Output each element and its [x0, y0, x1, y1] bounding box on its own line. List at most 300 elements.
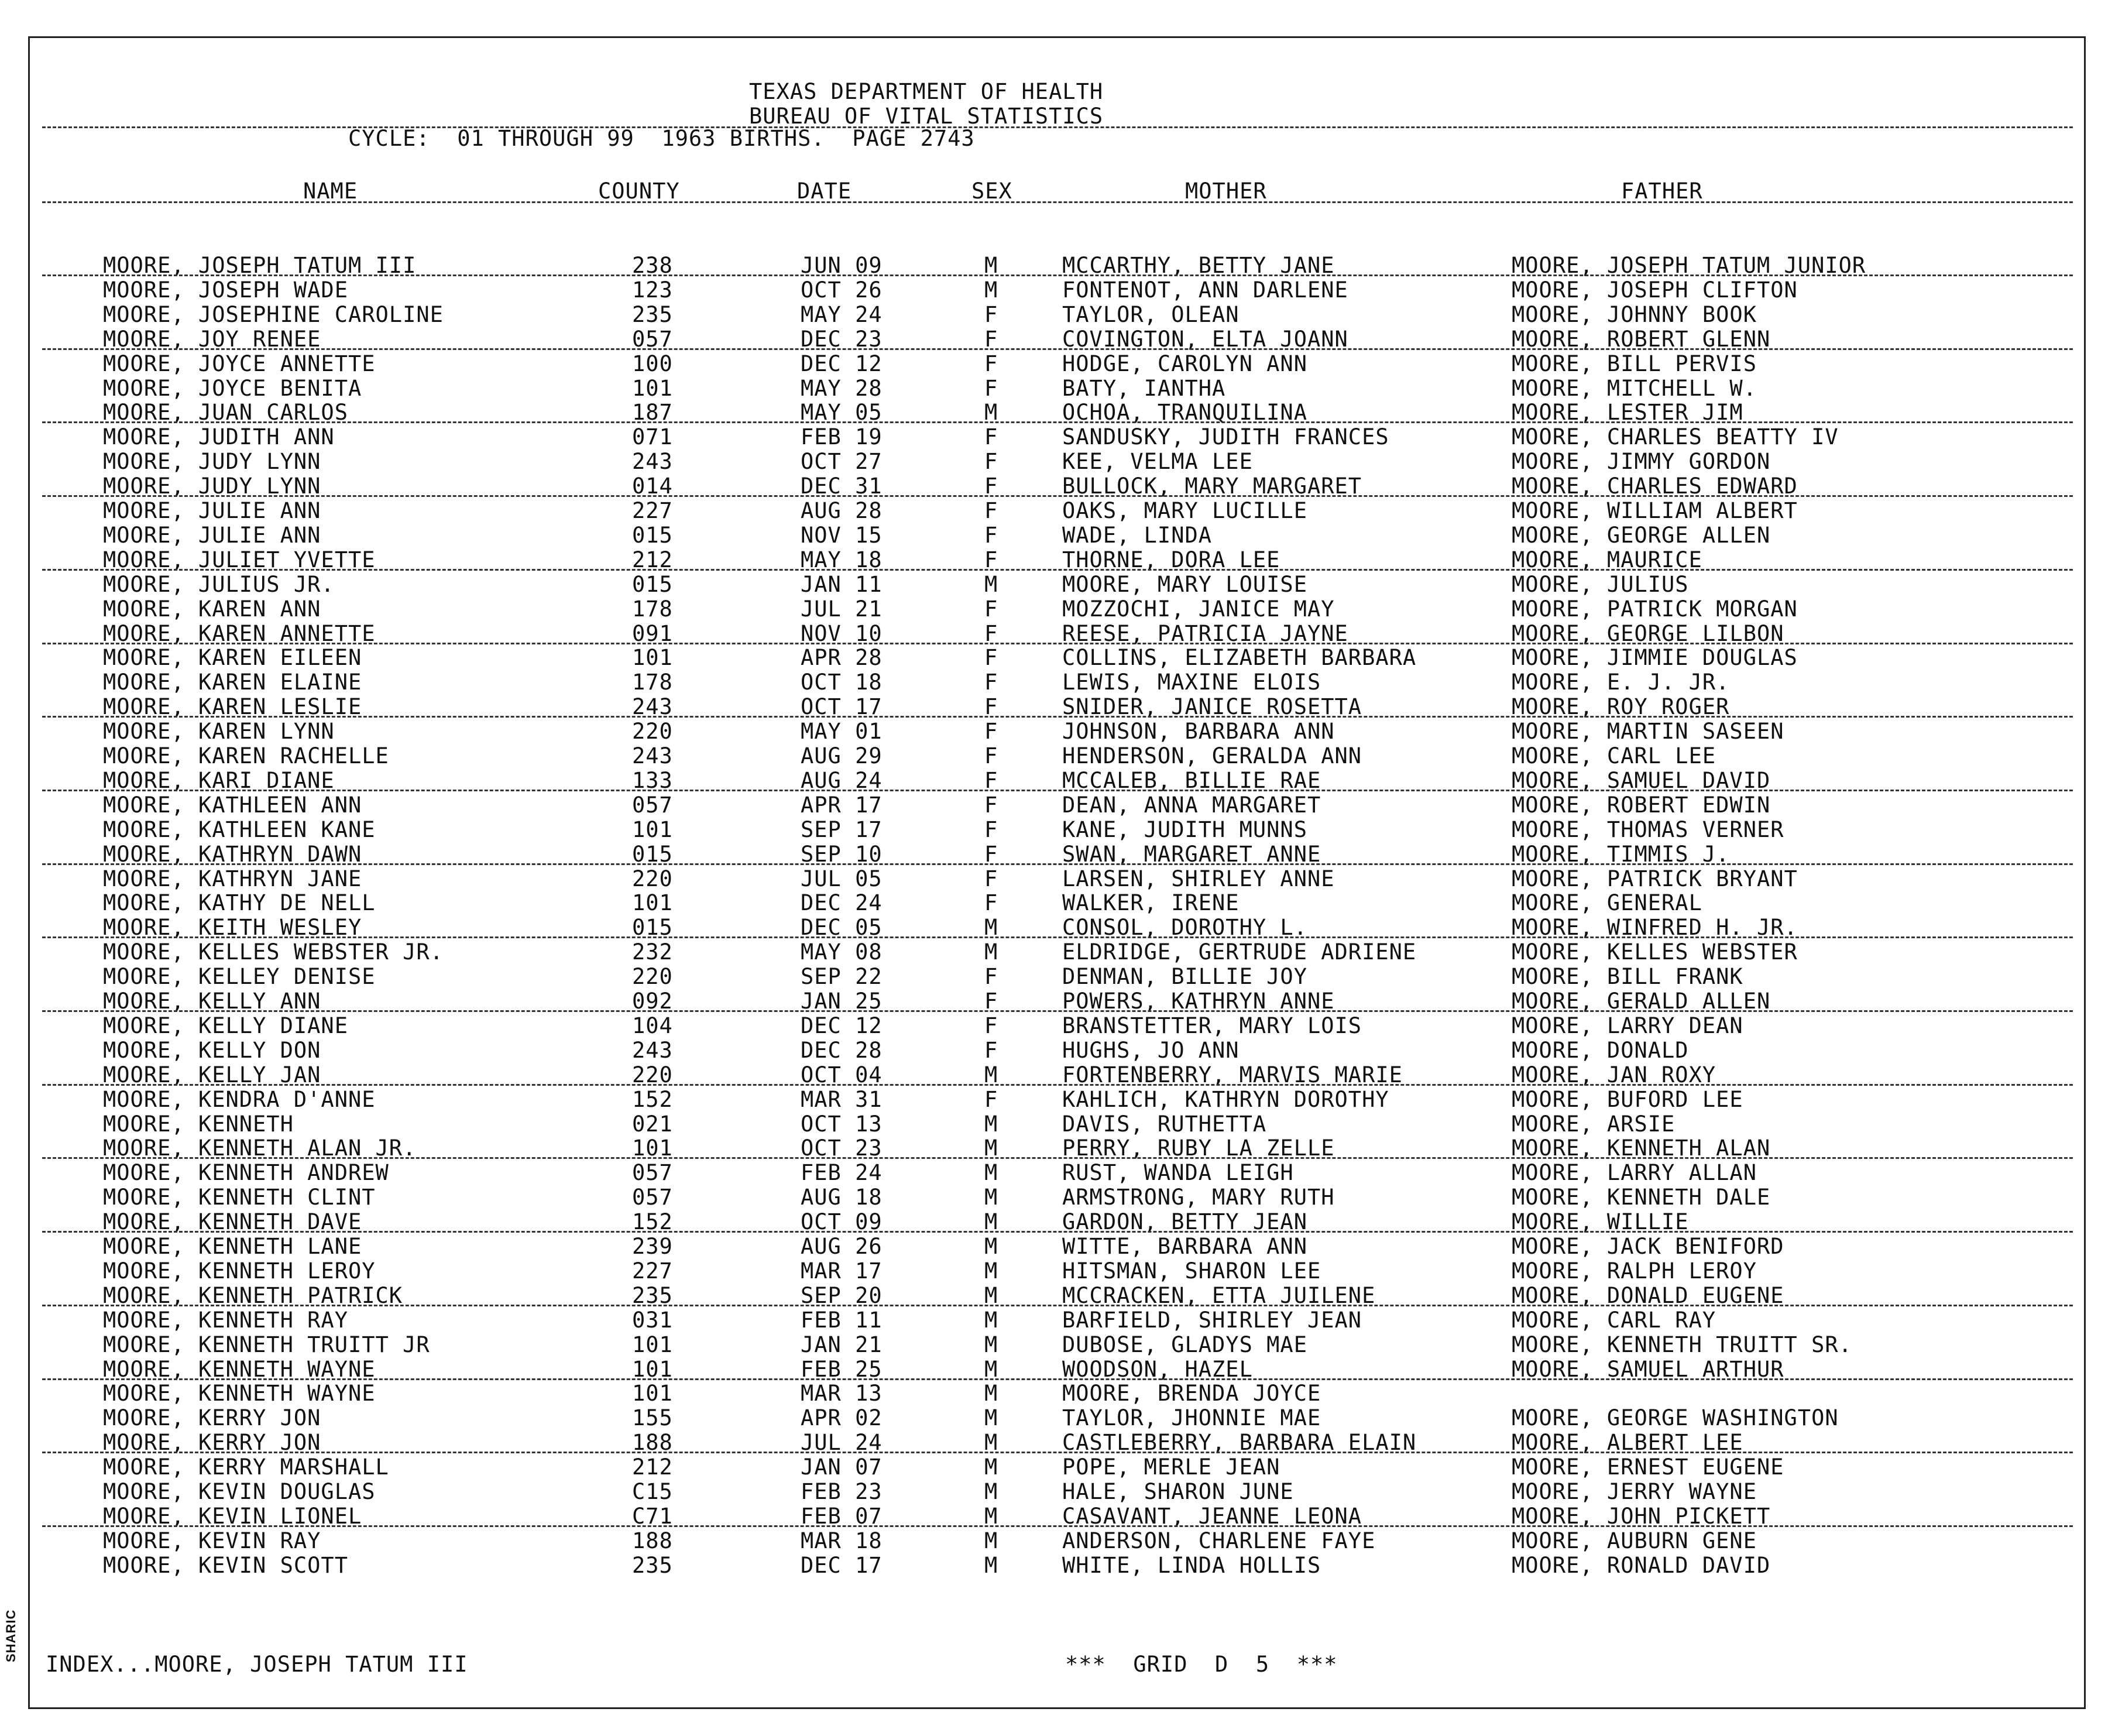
record-county: 227 [632, 1258, 673, 1284]
record-date: OCT 27 [801, 449, 883, 475]
record-county: 101 [632, 1332, 673, 1357]
record-date: JUN 09 [801, 253, 883, 278]
record-father: MOORE, MITCHELL W. [1512, 375, 1757, 401]
record-county: 155 [632, 1405, 673, 1431]
record-name: MOORE, KATHLEEN ANN [103, 792, 362, 818]
record-mother: TAYLOR, JHONNIE MAE [1062, 1405, 1321, 1431]
record-father: MOORE, JERRY WAYNE [1512, 1479, 1757, 1504]
record-name: MOORE, KAREN EILEEN [103, 645, 362, 671]
bureau-title: BUREAU OF VITAL STATISTICS [749, 104, 1104, 129]
record-county: 057 [632, 326, 673, 352]
record-date: FEB 19 [801, 424, 883, 450]
record-father: MOORE, KENNETH TRUITT SR. [1512, 1332, 1852, 1357]
record-date: OCT 18 [801, 670, 883, 695]
record-name: MOORE, JOY RENEE [103, 326, 321, 352]
record-date: MAY 24 [801, 301, 883, 327]
record-father: MOORE, KENNETH DALE [1512, 1185, 1771, 1210]
record-name: MOORE, KENNETH LANE [103, 1234, 362, 1259]
record-date: DEC 12 [801, 1013, 883, 1038]
record-mother: HENDERSON, GERALDA ANN [1062, 743, 1362, 768]
record-county: 104 [632, 1013, 673, 1038]
record-mother: THORNE, DORA LEE [1062, 547, 1280, 572]
record-name: MOORE, KELLY ANN [103, 989, 321, 1014]
record-sex: M [984, 1135, 998, 1161]
record-county: 232 [632, 939, 673, 965]
record-name: MOORE, KELLEY DENISE [103, 964, 376, 990]
record-mother: BULLOCK, MARY MARGARET [1062, 474, 1362, 499]
record-sex: M [984, 400, 998, 426]
record-sex: M [984, 1479, 998, 1504]
record-county: 235 [632, 1552, 673, 1578]
record-name: MOORE, KENNETH DAVE [103, 1209, 362, 1235]
record-name: MOORE, JULIE ANN [103, 498, 321, 523]
record-date: JUL 21 [801, 596, 883, 622]
record-mother: WITTE, BARBARA ANN [1062, 1234, 1307, 1259]
record-mother: BRANSTETTER, MARY LOIS [1062, 1013, 1362, 1038]
record-sex: F [984, 1086, 998, 1112]
record-date: SEP 17 [801, 816, 883, 842]
column-header-date: DATE [797, 179, 852, 204]
department-title: TEXAS DEPARTMENT OF HEALTH [749, 79, 1104, 104]
record-county: 101 [632, 645, 673, 671]
record-father: MOORE, CHARLES EDWARD [1512, 474, 1798, 499]
record-mother: OCHOA, TRANQUILINA [1062, 400, 1307, 426]
record-father: MOORE, JULIUS [1512, 571, 1689, 597]
record-county: 057 [632, 1160, 673, 1186]
record-name: MOORE, KEVIN DOUGLAS [103, 1479, 376, 1504]
record-separator [42, 1378, 2073, 1380]
record-sex: F [984, 694, 998, 720]
record-father: MOORE, SAMUEL DAVID [1512, 767, 1771, 793]
record-mother: BATY, IANTHA [1062, 375, 1226, 401]
record-sex: M [984, 277, 998, 303]
record-name: MOORE, KENNETH LEROY [103, 1258, 376, 1284]
record-separator [42, 421, 2073, 423]
record-sex: M [984, 1160, 998, 1186]
record-sex: M [984, 1454, 998, 1480]
record-mother: TAYLOR, OLEAN [1062, 301, 1240, 327]
record-sex: M [984, 1258, 998, 1284]
record-date: AUG 28 [801, 498, 883, 523]
record-father: MOORE, GENERAL [1512, 890, 1702, 916]
record-mother: BARFIELD, SHIRLEY JEAN [1062, 1307, 1362, 1333]
record-name: MOORE, KEVIN LIONEL [103, 1503, 362, 1529]
record-county: 057 [632, 792, 673, 818]
record-father: MOORE, JIMMY GORDON [1512, 449, 1771, 475]
record-date: DEC 28 [801, 1037, 883, 1063]
record-sex: F [984, 424, 998, 450]
record-mother: WOODSON, HAZEL [1062, 1356, 1253, 1382]
record-name: MOORE, JOYCE BENITA [103, 375, 362, 401]
record-date: FEB 11 [801, 1307, 883, 1333]
record-sex: M [984, 1405, 998, 1431]
record-date: MAY 28 [801, 375, 883, 401]
record-sex: F [984, 890, 998, 916]
record-county: 015 [632, 915, 673, 941]
record-county: 101 [632, 1356, 673, 1382]
record-father: MOORE, CARL LEE [1512, 743, 1716, 768]
record-sex: M [984, 1282, 998, 1308]
record-mother: ANDERSON, CHARLENE FAYE [1062, 1528, 1376, 1553]
record-name: MOORE, KENNETH TRUITT JR [103, 1332, 430, 1357]
record-father: MOORE, ERNEST EUGENE [1512, 1454, 1784, 1480]
record-name: MOORE, JUDY LYNN [103, 449, 321, 475]
record-date: DEC 23 [801, 326, 883, 352]
record-county: 235 [632, 301, 673, 327]
record-name: MOORE, JOSEPHINE CAROLINE [103, 301, 444, 327]
record-date: MAR 13 [801, 1381, 883, 1406]
record-sex: F [984, 351, 998, 376]
record-county: 152 [632, 1209, 673, 1235]
column-header-separator [42, 201, 2073, 203]
record-name: MOORE, KATHY DE NELL [103, 890, 376, 916]
record-county: 220 [632, 964, 673, 990]
record-father: MOORE, BILL PERVIS [1512, 351, 1757, 376]
record-name: MOORE, JULIE ANN [103, 522, 321, 548]
record-mother: CASAVANT, JEANNE LEONA [1062, 1503, 1362, 1529]
record-date: AUG 24 [801, 767, 883, 793]
record-mother: PERRY, RUBY LA ZELLE [1062, 1135, 1335, 1161]
record-mother: CONSOL, DOROTHY L. [1062, 915, 1307, 941]
record-date: NOV 15 [801, 522, 883, 548]
record-mother: MCCALEB, BILLIE RAE [1062, 767, 1321, 793]
record-father: MOORE, JIMMIE DOUGLAS [1512, 645, 1798, 671]
record-name: MOORE, KAREN ANNETTE [103, 620, 376, 646]
column-header-county: COUNTY [598, 179, 680, 204]
record-county: 188 [632, 1528, 673, 1553]
record-name: MOORE, KERRY JON [103, 1405, 321, 1431]
record-date: JAN 21 [801, 1332, 883, 1357]
record-sex: F [984, 326, 998, 352]
record-sex: M [984, 571, 998, 597]
record-father: MOORE, PATRICK BRYANT [1512, 866, 1798, 891]
record-father: MOORE, JOHNNY BOOK [1512, 301, 1757, 327]
record-sex: M [984, 1430, 998, 1456]
record-mother: KEE, VELMA LEE [1062, 449, 1253, 475]
record-date: MAY 01 [801, 719, 883, 745]
column-header-mother: MOTHER [1185, 179, 1267, 204]
record-county: 015 [632, 522, 673, 548]
record-sex: F [984, 719, 998, 745]
record-name: MOORE, KENNETH CLINT [103, 1185, 376, 1210]
header-separator-top [42, 126, 2073, 128]
record-county: 212 [632, 1454, 673, 1480]
record-sex: F [984, 522, 998, 548]
record-name: MOORE, JOSEPH TATUM III [103, 253, 417, 278]
record-date: DEC 31 [801, 474, 883, 499]
record-sex: F [984, 1013, 998, 1038]
record-father: MOORE, JOSEPH TATUM JUNIOR [1512, 253, 1866, 278]
record-sex: F [984, 743, 998, 768]
record-county: 092 [632, 989, 673, 1014]
record-county: 188 [632, 1430, 673, 1456]
record-separator [42, 1084, 2073, 1086]
record-date: JAN 11 [801, 571, 883, 597]
record-date: MAY 08 [801, 939, 883, 965]
record-sex: F [984, 620, 998, 646]
record-father: MOORE, BUFORD LEE [1512, 1086, 1743, 1112]
record-father: MOORE, CHARLES BEATTY IV [1512, 424, 1839, 450]
record-date: DEC 12 [801, 351, 883, 376]
record-name: MOORE, KAREN ANN [103, 596, 321, 622]
record-father: MOORE, AUBURN GENE [1512, 1528, 1757, 1553]
record-father: MOORE, RONALD DAVID [1512, 1552, 1771, 1578]
record-date: JAN 25 [801, 989, 883, 1014]
record-mother: KANE, JUDITH MUNNS [1062, 816, 1307, 842]
record-sex: F [984, 989, 998, 1014]
record-name: MOORE, KELLES WEBSTER JR. [103, 939, 444, 965]
record-mother: DAVIS, RUTHETTA [1062, 1111, 1267, 1137]
record-separator [42, 348, 2073, 350]
record-date: APR 28 [801, 645, 883, 671]
record-county: 243 [632, 1037, 673, 1063]
record-mother: FORTENBERRY, MARVIS MARIE [1062, 1062, 1403, 1087]
record-county: 101 [632, 890, 673, 916]
record-date: APR 02 [801, 1405, 883, 1431]
record-sex: F [984, 767, 998, 793]
record-date: SEP 10 [801, 841, 883, 867]
record-separator [42, 863, 2073, 865]
record-date: MAR 17 [801, 1258, 883, 1284]
record-name: MOORE, KAREN RACHELLE [103, 743, 389, 768]
record-name: MOORE, KENNETH ANDREW [103, 1160, 389, 1186]
record-mother: DENMAN, BILLIE JOY [1062, 964, 1307, 990]
record-father: MOORE, JOSEPH CLIFTON [1512, 277, 1798, 303]
record-father: MOORE, ROY ROGER [1512, 694, 1730, 720]
record-county: 152 [632, 1086, 673, 1112]
record-name: MOORE, JUDITH ANN [103, 424, 335, 450]
record-date: FEB 25 [801, 1356, 883, 1382]
record-county: 071 [632, 424, 673, 450]
side-stamp: SHARIC [4, 1609, 18, 1662]
record-date: NOV 10 [801, 620, 883, 646]
record-father: MOORE, SAMUEL ARTHUR [1512, 1356, 1784, 1382]
record-mother: MCCARTHY, BETTY JANE [1062, 253, 1335, 278]
record-county: 178 [632, 596, 673, 622]
record-mother: SANDUSKY, JUDITH FRANCES [1062, 424, 1389, 450]
record-mother: MCCRACKEN, ETTA JUILENE [1062, 1282, 1376, 1308]
record-date: DEC 17 [801, 1552, 883, 1578]
record-father: MOORE, WILLIAM ALBERT [1512, 498, 1798, 523]
record-father: MOORE, DONALD [1512, 1037, 1689, 1063]
record-date: MAY 05 [801, 400, 883, 426]
record-father: MOORE, ROBERT EDWIN [1512, 792, 1771, 818]
record-name: MOORE, KEITH WESLEY [103, 915, 362, 941]
record-date: AUG 26 [801, 1234, 883, 1259]
record-county: 235 [632, 1282, 673, 1308]
record-mother: HALE, SHARON JUNE [1062, 1479, 1294, 1504]
record-sex: M [984, 939, 998, 965]
record-father: MOORE, KELLES WEBSTER [1512, 939, 1798, 965]
record-mother: ELDRIDGE, GERTRUDE ADRIENE [1062, 939, 1417, 965]
record-sex: F [984, 816, 998, 842]
record-sex: F [984, 498, 998, 523]
record-county: 100 [632, 351, 673, 376]
record-mother: RUST, WANDA LEIGH [1062, 1160, 1294, 1186]
index-footer: INDEX...MOORE, JOSEPH TATUM III [46, 1652, 468, 1677]
record-name: MOORE, KATHRYN DAWN [103, 841, 362, 867]
record-county: 021 [632, 1111, 673, 1137]
record-mother: WHITE, LINDA HOLLIS [1062, 1552, 1321, 1578]
record-county: 015 [632, 841, 673, 867]
grid-footer: *** GRID D 5 *** [1065, 1652, 1338, 1677]
record-sex: M [984, 1209, 998, 1235]
record-sex: F [984, 474, 998, 499]
record-father: MOORE, KENNETH ALAN [1512, 1135, 1771, 1161]
record-mother: HODGE, CAROLYN ANN [1062, 351, 1307, 376]
record-name: MOORE, KENNETH [103, 1111, 294, 1137]
record-mother: DEAN, ANNA MARGARET [1062, 792, 1321, 818]
record-mother: FONTENOT, ANN DARLENE [1062, 277, 1348, 303]
column-header-name: NAME [303, 179, 358, 204]
record-father: MOORE, GERALD ALLEN [1512, 989, 1771, 1014]
record-mother: SNIDER, JANICE ROSETTA [1062, 694, 1362, 720]
record-separator [42, 569, 2073, 571]
record-separator [42, 643, 2073, 644]
record-father: MOORE, MAURICE [1512, 547, 1702, 572]
record-father: MOORE, ALBERT LEE [1512, 1430, 1743, 1456]
record-father: MOORE, DONALD EUGENE [1512, 1282, 1784, 1308]
record-sex: M [984, 1528, 998, 1553]
record-county: 014 [632, 474, 673, 499]
record-date: OCT 13 [801, 1111, 883, 1137]
record-date: AUG 29 [801, 743, 883, 768]
record-father: MOORE, JOHN PICKETT [1512, 1503, 1771, 1529]
column-header-father: FATHER [1621, 179, 1703, 204]
record-name: MOORE, JUDY LYNN [103, 474, 321, 499]
record-sex: F [984, 866, 998, 891]
record-separator [42, 1231, 2073, 1233]
record-father: MOORE, JAN ROXY [1512, 1062, 1716, 1087]
record-sex: F [984, 1037, 998, 1063]
record-mother: POWERS, KATHRYN ANNE [1062, 989, 1335, 1014]
record-date: OCT 26 [801, 277, 883, 303]
record-name: MOORE, JUAN CARLOS [103, 400, 348, 426]
record-name: MOORE, KEVIN SCOTT [103, 1552, 348, 1578]
record-name: MOORE, KENNETH ALAN JR. [103, 1135, 417, 1161]
record-separator [42, 936, 2073, 938]
record-county: C71 [632, 1503, 673, 1529]
record-county: 212 [632, 547, 673, 572]
record-name: MOORE, KENDRA D'ANNE [103, 1086, 376, 1112]
record-county: 220 [632, 719, 673, 745]
record-sex: M [984, 1332, 998, 1357]
record-sex: F [984, 670, 998, 695]
record-father: MOORE, WINFRED H. JR. [1512, 915, 1798, 941]
record-name: MOORE, KAREN LYNN [103, 719, 335, 745]
record-mother: POPE, MERLE JEAN [1062, 1454, 1280, 1480]
record-county: 243 [632, 449, 673, 475]
record-county: 015 [632, 571, 673, 597]
record-mother: ARMSTRONG, MARY RUTH [1062, 1185, 1335, 1210]
record-mother: OAKS, MARY LUCILLE [1062, 498, 1307, 523]
record-mother: WADE, LINDA [1062, 522, 1213, 548]
record-name: MOORE, KENNETH RAY [103, 1307, 348, 1333]
record-name: MOORE, JOYCE ANNETTE [103, 351, 376, 376]
record-mother: HITSMAN, SHARON LEE [1062, 1258, 1321, 1284]
record-county: 101 [632, 1381, 673, 1406]
record-father: MOORE, CARL RAY [1512, 1307, 1716, 1333]
record-county: 101 [632, 1135, 673, 1161]
record-mother: CASTLEBERRY, BARBARA ELAIN [1062, 1430, 1417, 1456]
record-date: AUG 18 [801, 1185, 883, 1210]
record-mother: MOORE, MARY LOUISE [1062, 571, 1307, 597]
record-father: MOORE, MARTIN SASEEN [1512, 719, 1784, 745]
record-name: MOORE, KENNETH WAYNE [103, 1356, 376, 1382]
record-county: 123 [632, 277, 673, 303]
record-sex: M [984, 1234, 998, 1259]
record-date: OCT 17 [801, 694, 883, 720]
record-father: MOORE, PATRICK MORGAN [1512, 596, 1798, 622]
record-sex: M [984, 1062, 998, 1087]
record-date: FEB 07 [801, 1503, 883, 1529]
record-father: MOORE, GEORGE LILBON [1512, 620, 1784, 646]
record-name: MOORE, KATHLEEN KANE [103, 816, 376, 842]
record-name: MOORE, KERRY MARSHALL [103, 1454, 389, 1480]
record-mother: LARSEN, SHIRLEY ANNE [1062, 866, 1335, 891]
record-father: MOORE, GEORGE ALLEN [1512, 522, 1771, 548]
record-county: 227 [632, 498, 673, 523]
record-name: MOORE, KELLY DON [103, 1037, 321, 1063]
record-date: DEC 24 [801, 890, 883, 916]
record-separator [42, 1305, 2073, 1306]
record-separator [42, 495, 2073, 497]
record-date: OCT 23 [801, 1135, 883, 1161]
record-sex: F [984, 449, 998, 475]
record-mother: DUBOSE, GLADYS MAE [1062, 1332, 1307, 1357]
record-sex: M [984, 1356, 998, 1382]
record-sex: M [984, 1381, 998, 1406]
record-date: DEC 05 [801, 915, 883, 941]
record-mother: COVINGTON, ELTA JOANN [1062, 326, 1348, 352]
record-county: 057 [632, 1185, 673, 1210]
record-name: MOORE, KAREN LESLIE [103, 694, 362, 720]
record-date: SEP 22 [801, 964, 883, 990]
record-county: 031 [632, 1307, 673, 1333]
record-father: MOORE, BILL FRANK [1512, 964, 1743, 990]
record-father: MOORE, LESTER JIM [1512, 400, 1743, 426]
record-mother: SWAN, MARGARET ANNE [1062, 841, 1321, 867]
record-father: MOORE, ARSIE [1512, 1111, 1675, 1137]
record-name: MOORE, KARI DIANE [103, 767, 335, 793]
record-date: JUL 05 [801, 866, 883, 891]
record-separator [42, 275, 2073, 276]
record-county: 243 [632, 694, 673, 720]
record-separator [42, 790, 2073, 791]
record-sex: M [984, 253, 998, 278]
record-father: MOORE, LARRY ALLAN [1512, 1160, 1757, 1186]
record-name: MOORE, KENNETH PATRICK [103, 1282, 403, 1308]
record-county: 239 [632, 1234, 673, 1259]
record-date: MAR 31 [801, 1086, 883, 1112]
record-sex: F [984, 547, 998, 572]
record-county: 133 [632, 767, 673, 793]
record-sex: F [984, 964, 998, 990]
record-father: MOORE, TIMMIS J. [1512, 841, 1730, 867]
record-mother: MOORE, BRENDA JOYCE [1062, 1381, 1321, 1406]
record-separator [42, 1157, 2073, 1159]
record-county: 101 [632, 375, 673, 401]
record-county: 220 [632, 866, 673, 891]
record-date: SEP 20 [801, 1282, 883, 1308]
record-father: MOORE, ROBERT GLENN [1512, 326, 1771, 352]
record-date: JUL 24 [801, 1430, 883, 1456]
record-name: MOORE, KELLY JAN [103, 1062, 321, 1087]
record-date: MAR 18 [801, 1528, 883, 1553]
record-mother: GARDON, BETTY JEAN [1062, 1209, 1307, 1235]
record-date: OCT 04 [801, 1062, 883, 1087]
record-name: MOORE, JOSEPH WADE [103, 277, 348, 303]
